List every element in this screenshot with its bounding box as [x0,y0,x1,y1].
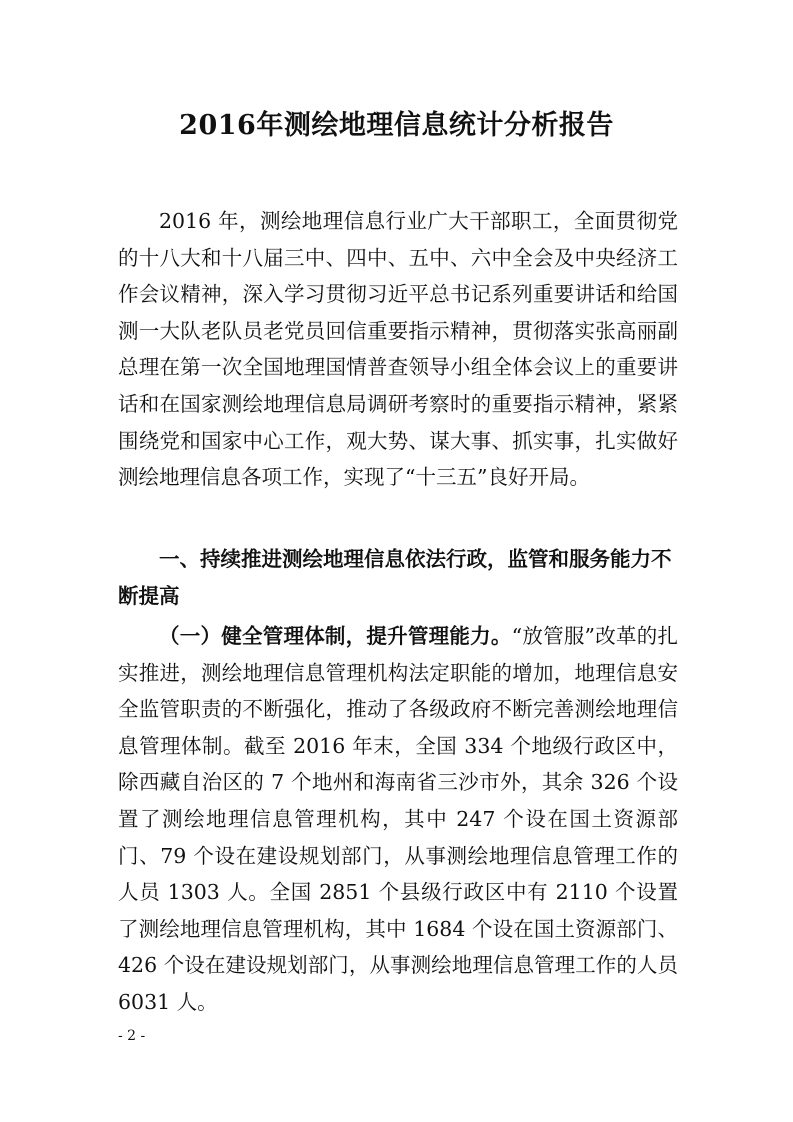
subsection-body: “放管服”改革的扎实推进，测绘地理信息管理机构法定职能的增加，地理信息安全监管职责的不断强化，推动了各级政府不断完善测绘地理信息管理体制。截至 2016 年末，全国 334 个地级行政区中，除西藏自治区的 7 个地州和海南省三沙市外，其余 326 个设置了测绘地理信息管理机构，其中 247 个设在国土资源部门、79 个设在建设规划部门，从事测绘地理信息管理工作的人员 1303 人。全国 2851 个县级行政区中有 2110 个设置了测绘地理信息管理机构，其中 1684 个设在国土资源部门、426 个设在建设规划部门，从事测绘地理信息管理工作的人员 6031 人。 [118,624,678,1014]
page-number: - 2 - [118,1028,146,1044]
subsection-paragraph [118,618,678,1021]
intro-paragraph: 2016 年，测绘地理信息行业广大干部职工，全面贯彻党的十八大和十八届三中、四中、五中、六中全会及中央经济工作会议精神，深入学习贯彻习近平总书记系列重要讲话和给国测一大队老队员老党员回信重要指示精神，贯彻落实张高丽副总理在第一次全国地理国情普查领导小组全体会议上的重要讲话和在国家测绘地理信息局调研考察时的重要指示精神，紧紧围绕党和国家中心工作，观大势、谋大事、抓实事，扎实做好测绘地理信息各项工作，实现了“十三五”良好开局。 [118,209,678,490]
subsection-heading: （一）健全管理体制，提升管理能力。 [159,624,512,648]
section-heading: 一、持续推进测绘地理信息依法行政，监管和服务能力不断提高 [118,547,672,608]
document-title: 2016年测绘地理信息统计分析报告 [179,110,614,141]
